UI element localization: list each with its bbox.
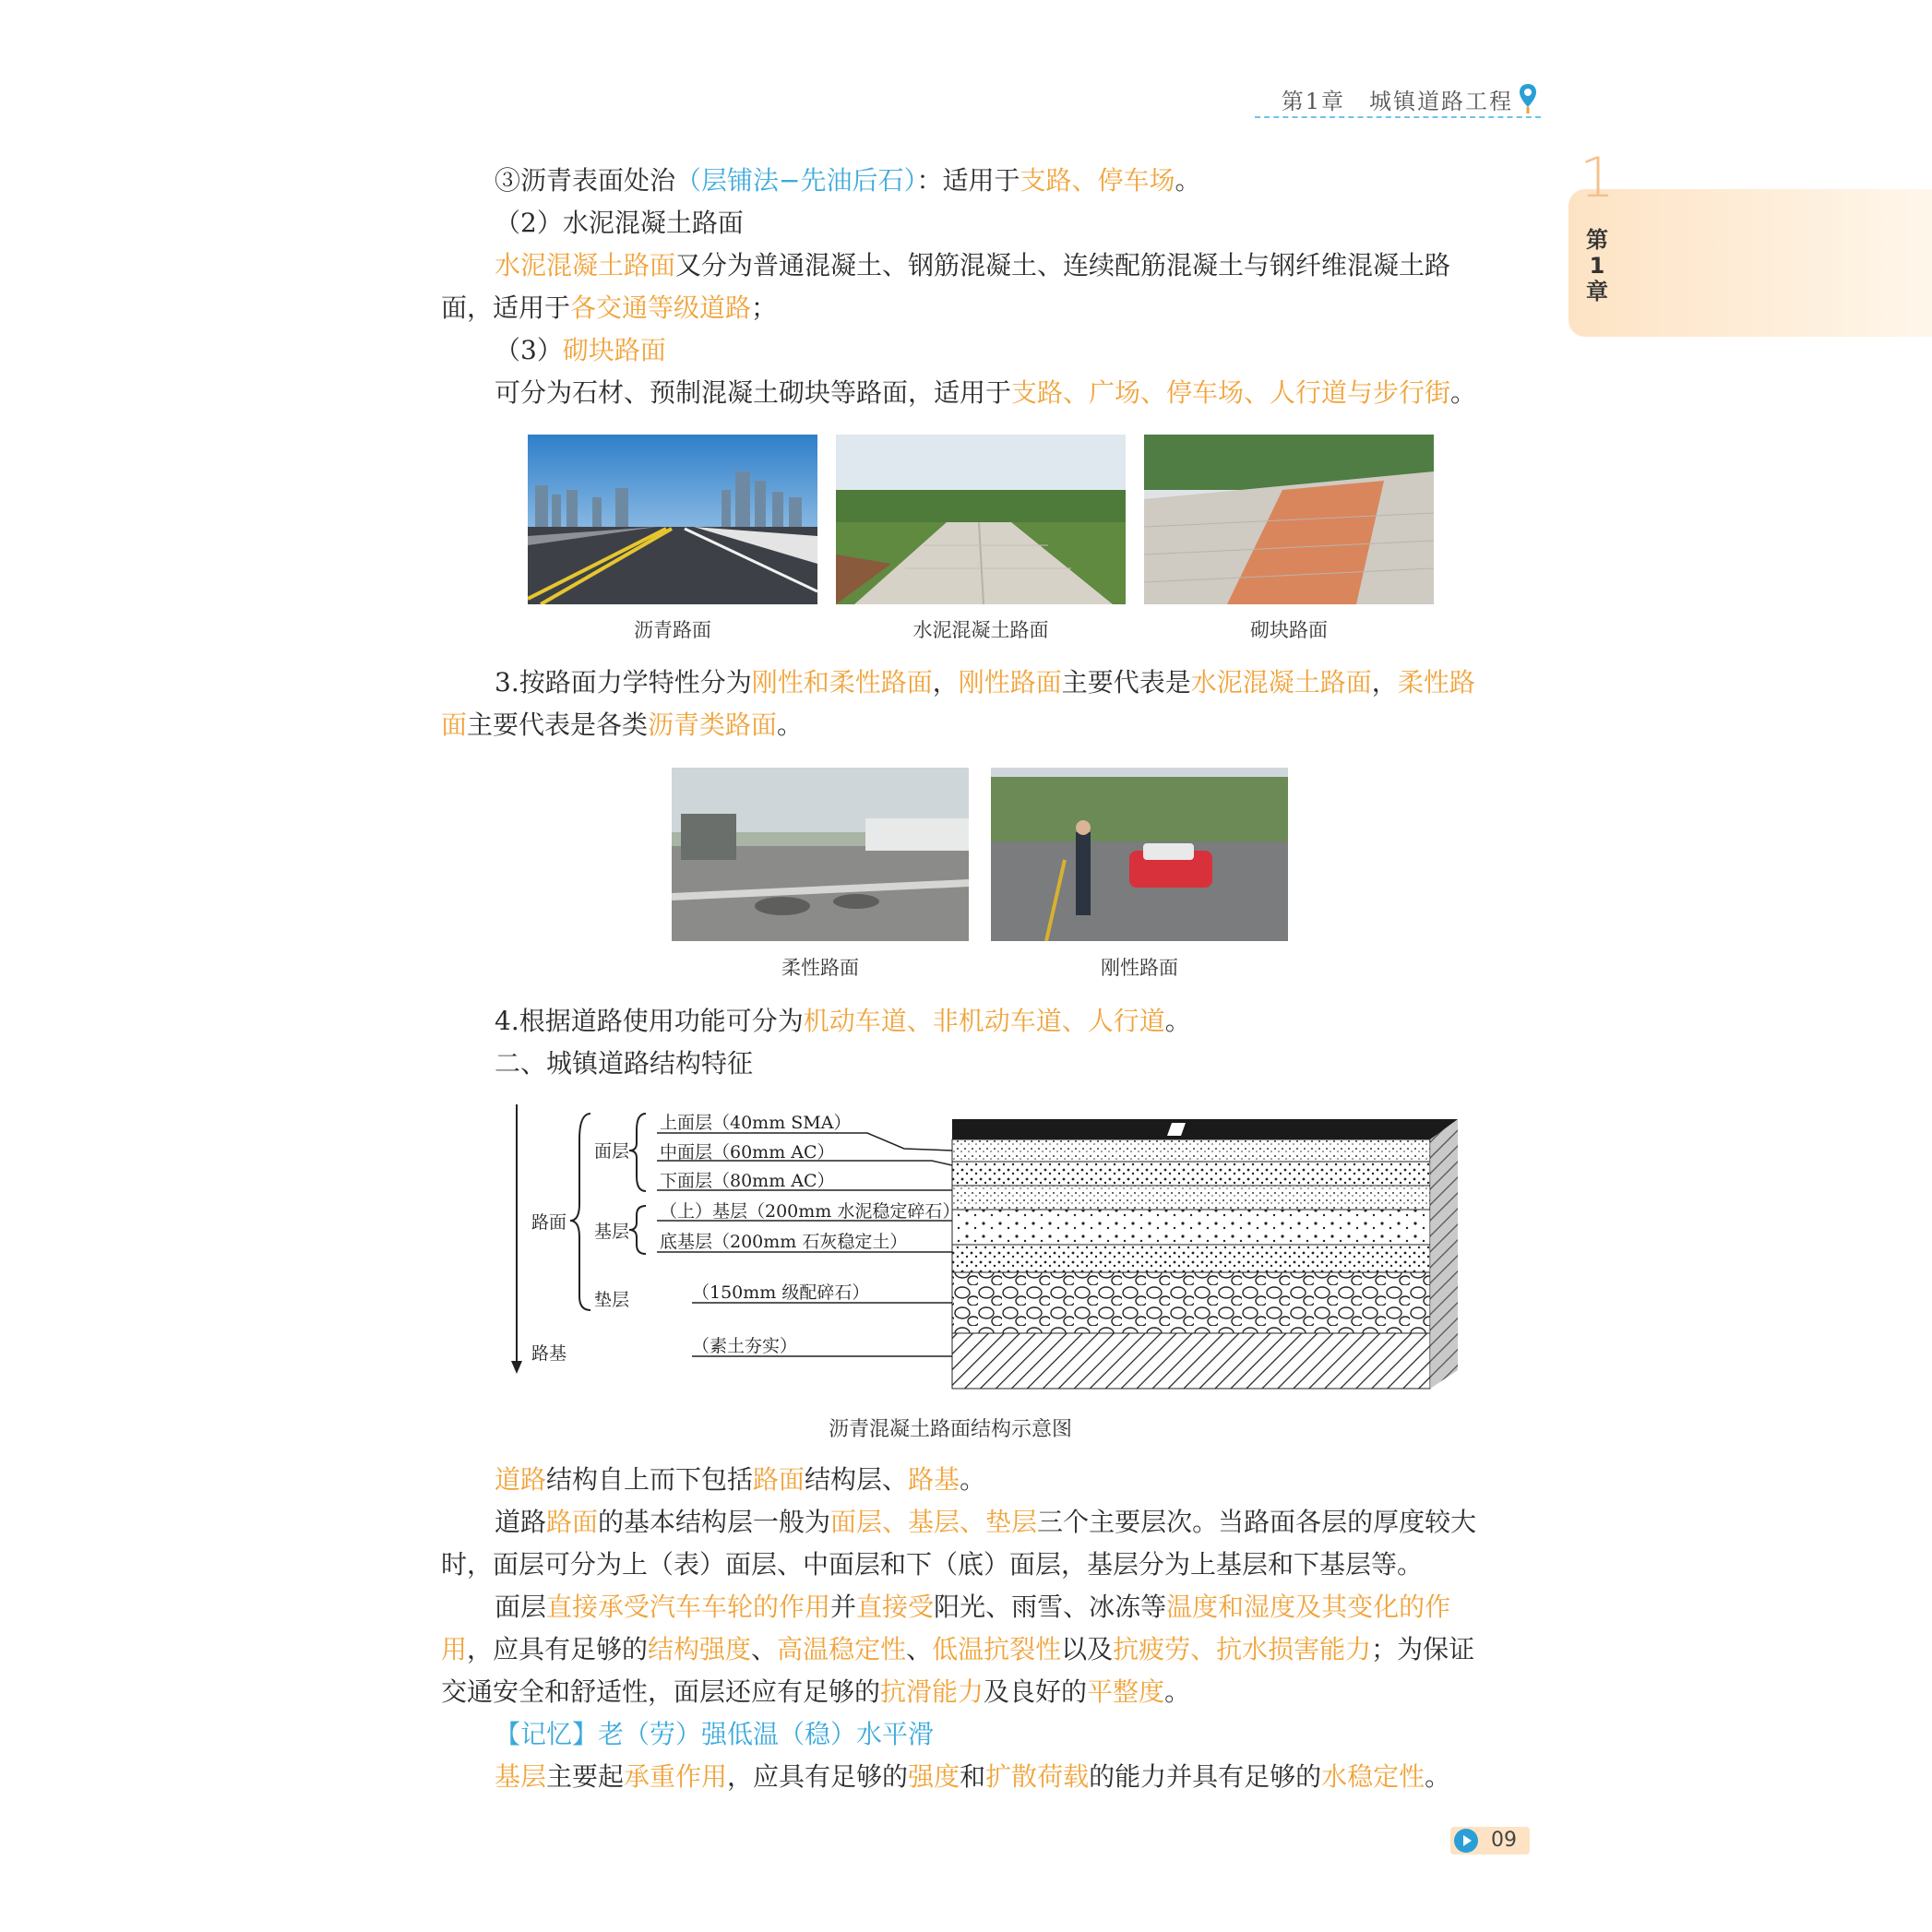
text: ；为保证 xyxy=(1371,1634,1475,1664)
page-number-badge xyxy=(1450,1827,1530,1854)
text: 和 xyxy=(960,1761,986,1792)
pavement-structure-diagram xyxy=(498,1103,1476,1407)
highlight: 支路、广场、停车场、人行道与步行街 xyxy=(1011,377,1451,408)
caption-flexible: 柔性路面 xyxy=(781,957,859,979)
highlight: 刚性路面 xyxy=(958,667,1062,698)
paragraph-base xyxy=(495,1756,1450,1798)
text: 。 xyxy=(1450,377,1477,408)
highlight: 砌块路面 xyxy=(562,335,666,365)
highlight: 路面 xyxy=(546,1507,599,1537)
caption-block: 砌块路面 xyxy=(1250,619,1328,641)
highlight: 抗滑能力 xyxy=(880,1676,984,1707)
text: 。 xyxy=(1164,1006,1191,1036)
highlight: 直接受 xyxy=(856,1592,935,1622)
layer-upper-base: （上）基层（200mm 水泥稳定碎石） xyxy=(660,1201,960,1222)
text: 交通安全和舒适性，面层还应有足够的 xyxy=(441,1676,881,1707)
paragraph-cement-2 xyxy=(441,287,777,329)
photo-cement-road xyxy=(836,435,1126,604)
text: ； xyxy=(751,292,778,323)
highlight: 刚性和柔性路面 xyxy=(751,667,933,698)
highlight: 支路、停车场 xyxy=(1020,165,1175,196)
text: 道路 xyxy=(495,1507,547,1537)
text: （3） xyxy=(495,335,563,365)
diagram-caption: 沥青混凝土路面结构示意图 xyxy=(828,1418,1072,1441)
photo-rigid-road xyxy=(991,768,1288,941)
paragraph-surface-3 xyxy=(441,1671,1190,1713)
layer-middle-surface: 中面层（60mm AC） xyxy=(660,1142,835,1163)
text: 。 xyxy=(1425,1761,1451,1792)
text: 4.根据道路使用功能可分为 xyxy=(495,1006,804,1036)
layer-subbase: 底基层（200mm 石灰稳定土） xyxy=(660,1232,908,1252)
text: 、 xyxy=(906,1634,933,1664)
play-icon xyxy=(1454,1829,1478,1853)
paragraph-block xyxy=(495,372,1476,414)
text: ， xyxy=(1371,667,1398,698)
text: （2）水泥混凝土路面 xyxy=(495,208,744,238)
layer-cushion: （150mm 级配碎石） xyxy=(692,1282,870,1303)
text: ，应具有足够的 xyxy=(727,1761,909,1792)
layer-lower-surface: 下面层（80mm AC） xyxy=(660,1171,835,1191)
highlight: 各交通等级道路 xyxy=(570,292,752,323)
paragraph-surface-treatment xyxy=(495,160,1201,202)
highlight: 直接承受汽车车轮的作用 xyxy=(546,1592,831,1622)
text: ：适用于 xyxy=(916,165,1020,196)
text: 阳光、雨雪、冰冻等 xyxy=(934,1592,1167,1622)
highlight: 道路 xyxy=(495,1464,547,1495)
text: 可分为石材、预制混凝土砌块等路面，适用于 xyxy=(495,377,1012,408)
highlight: 抗疲劳、抗水损害能力 xyxy=(1113,1634,1372,1664)
label-base: 基层 xyxy=(594,1222,630,1242)
text: 并 xyxy=(830,1592,857,1622)
label-surface: 面层 xyxy=(594,1141,630,1162)
highlight: 结构强度 xyxy=(648,1634,752,1664)
highlight: 柔性路 xyxy=(1397,667,1475,698)
highlight: 承重作用 xyxy=(624,1761,728,1792)
photo-asphalt-road xyxy=(528,435,817,604)
text: 的基本结构层一般为 xyxy=(598,1507,831,1537)
photo-flexible-road xyxy=(672,768,969,941)
highlight: 温度和湿度及其变化的作 xyxy=(1166,1592,1451,1622)
text: 结构层、 xyxy=(805,1464,909,1495)
highlight: 路基 xyxy=(908,1464,960,1495)
paragraph-cement-1 xyxy=(495,244,1450,287)
text: ③沥青表面处治 xyxy=(495,165,676,196)
label-pavement: 路面 xyxy=(531,1212,567,1233)
paragraph-road-structure xyxy=(495,1459,985,1501)
highlight: 机动车道、非机动车道、人行道 xyxy=(803,1006,1165,1036)
highlight: 基层 xyxy=(495,1761,547,1792)
layer-upper-surface: 上面层（40mm SMA） xyxy=(660,1113,852,1133)
paragraph-mechanical-2 xyxy=(441,704,803,746)
highlight: 扩散荷载 xyxy=(985,1761,1090,1792)
paragraph-surface-2 xyxy=(441,1628,1474,1671)
text: 。 xyxy=(960,1464,986,1495)
chapter-tab-label-1: 第 xyxy=(1586,227,1608,253)
highlight: 高温稳定性 xyxy=(777,1634,907,1664)
text: 。 xyxy=(1164,1676,1191,1707)
paragraph-surface-1 xyxy=(495,1586,1450,1628)
text: 主要代表是 xyxy=(1061,667,1191,698)
text: 3.按路面力学特性分为 xyxy=(495,667,752,698)
text: 二、城镇道路结构特征 xyxy=(495,1048,754,1079)
paragraph-layers-2 xyxy=(441,1544,1423,1586)
chapter-tab-number: 1 xyxy=(1580,146,1616,210)
text: 及良好的 xyxy=(984,1676,1088,1707)
text: 面，适用于 xyxy=(441,292,571,323)
text: ， xyxy=(932,667,959,698)
caption-cement: 水泥混凝土路面 xyxy=(912,619,1049,641)
highlight: 水泥混凝土路面 xyxy=(495,250,676,280)
subheading-cement xyxy=(495,202,744,244)
highlight: 水泥混凝土路面 xyxy=(1190,667,1372,698)
chapter-tab-label-3: 章 xyxy=(1586,279,1608,304)
highlight: 水稳定性 xyxy=(1321,1761,1425,1792)
text: 主要代表是各类 xyxy=(467,710,649,740)
highlight: 强度 xyxy=(908,1761,960,1792)
text: 主要起 xyxy=(546,1761,625,1792)
text: 面层 xyxy=(495,1592,547,1622)
highlight: 沥青类路面 xyxy=(648,710,778,740)
text: 三个主要层次。当路面各层的厚度较大 xyxy=(1037,1507,1477,1537)
text: ，应具有足够的 xyxy=(467,1634,649,1664)
chapter-tab xyxy=(1568,189,1932,337)
paragraph-function xyxy=(495,1000,1191,1043)
caption-rigid: 刚性路面 xyxy=(1101,957,1178,979)
highlight: 平整度 xyxy=(1087,1676,1165,1707)
highlight: 路面 xyxy=(753,1464,805,1495)
memory-tip: 【记忆】老（劳）强低温（稳）水平滑 xyxy=(495,1719,935,1749)
paragraph-mechanical-1 xyxy=(495,662,1475,704)
caption-asphalt: 沥青路面 xyxy=(634,619,711,641)
page-number: 09 xyxy=(1491,1829,1517,1852)
location-pin-icon xyxy=(1519,83,1537,114)
photo-block-road xyxy=(1144,435,1434,604)
label-subgrade: 路基 xyxy=(531,1343,567,1364)
text: 时，面层可分为上（表）面层、中面层和下（底）面层，基层分为上基层和下基层等。 xyxy=(441,1549,1424,1580)
chapter-title: 第1章 城镇道路工程 xyxy=(1281,89,1513,114)
chapter-tab-label xyxy=(1583,227,1611,304)
section-heading-structure xyxy=(495,1043,753,1085)
highlight: 低温抗裂性 xyxy=(932,1634,1062,1664)
text: 。 xyxy=(777,710,804,740)
chapter-tab-label-2: 1 xyxy=(1589,253,1605,279)
text: 以及 xyxy=(1061,1634,1114,1664)
blue-text: （层铺法−先油后石） xyxy=(675,165,917,196)
layer-subgrade: （素土夯实） xyxy=(692,1336,798,1356)
text: 的能力并具有足够的 xyxy=(1089,1761,1322,1792)
text: 、 xyxy=(751,1634,778,1664)
label-cushion: 垫层 xyxy=(594,1290,630,1310)
text: 。 xyxy=(1175,165,1201,196)
text: 结构自上而下包括 xyxy=(546,1464,754,1495)
running-header xyxy=(1255,79,1541,118)
highlight: 面 xyxy=(441,710,468,740)
highlight: 面层、基层、垫层 xyxy=(830,1507,1038,1537)
highlight: 用 xyxy=(441,1634,468,1664)
paragraph-layers-1 xyxy=(495,1501,1476,1544)
subheading-block xyxy=(495,329,666,372)
text: 又分为普通混凝土、钢筋混凝土、连续配筋混凝土与钢纤维混凝土路 xyxy=(675,250,1451,280)
